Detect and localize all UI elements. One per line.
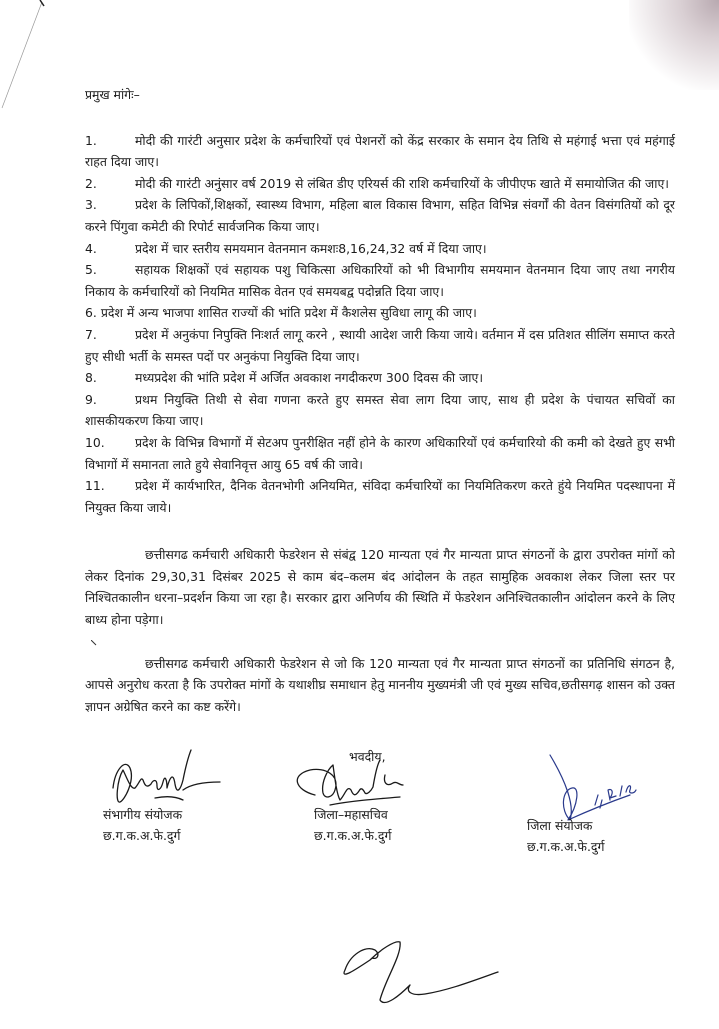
demand-item bbox=[85, 389, 675, 432]
request-paragraph: छत्तीसगढ कर्मचारी अधिकारी फेडरेशन से जो कि 120 मान्यता एवं गैर मान्यता प्राप्त संगठनों का प्रतिनिधि संगठन है, आपसे अनुरोध करता है कि उपरोक्त मांगों के यथाशीघ्र समाधान हेतु माननीय मुख्यमंत्री जी एवं मुख्य सचिव,छतीसगढ़ शासन को उक्त ज्ञापन अग्रेषित करने का कष्ट करेंगे। bbox=[85, 655, 675, 714]
demand-number: 3. bbox=[85, 197, 97, 213]
signatory-designation: संभागीय संयोजक bbox=[103, 807, 183, 822]
demand-text: प्रदेश में अन्य भाजपा शासित राज्यों की भांति प्रदेश में कैशलेस सुविधा लागू की जाए। bbox=[100, 305, 477, 321]
demand-item bbox=[85, 259, 675, 302]
signatory-organization: छ.ग.क.अ.फे.दुर्ग bbox=[527, 839, 605, 854]
demand-text: सहायक शिक्षकों एवं सहायक पशु चिकित्सा अधिकारियों को भी विभागीय समयमान वेतनमान दिया जाए तथा नगरीय निकाय के कर्मचारियों को नियमित मासिक वेतन एवं समयबद्व पदोन्नति दिया जाए। bbox=[85, 262, 675, 299]
demand-number: 8. bbox=[85, 370, 97, 386]
stray-pen-mark bbox=[0, 0, 60, 110]
demand-text: प्रदेश में कार्यभारित, दैनिक वेतनभोगी अनियमित, संविदा कर्मचारियों का नियमितिकरण करते हुंये नियमित पदस्थापना में नियुक्त किया जाये। bbox=[85, 478, 675, 515]
demand-item bbox=[85, 302, 675, 324]
demands-list bbox=[85, 130, 675, 519]
demand-number: 1. bbox=[85, 132, 97, 148]
demands-heading: प्रमुख मांगेः– bbox=[85, 87, 140, 102]
demand-number: 11. bbox=[85, 478, 105, 494]
signatory-designation: जिला–महासचिव bbox=[314, 807, 388, 822]
demand-number: 7. bbox=[85, 326, 97, 342]
demand-text: प्रदेश में चार स्तरीय समयमान वेतनमान कमशः8,16,24,32 वर्ष में दिया जाए। bbox=[135, 240, 487, 256]
demand-number: 6. bbox=[85, 305, 97, 321]
demand-number: 4. bbox=[85, 240, 97, 256]
demand-text: मोदी की गारंटी अनुसार प्रदेश के कर्मचारियों एवं पेशनरों को केंद्र सरकार के समान देय तिथि से महंगाई भत्ता एवं महंगाई राहत दिया जाए। bbox=[85, 132, 675, 170]
demand-item bbox=[85, 367, 675, 389]
signature-district-convener bbox=[540, 750, 650, 825]
page-corner-shadow bbox=[629, 0, 719, 90]
demand-number: 9. bbox=[85, 391, 97, 407]
demand-text: प्रदेश के लिपिकों,शिक्षकों, स्वास्थ्य विभाग, महिला बाल विकास विभाग, सहित विभिन्न संवर्गों की वेतन विसंगतियों को दूर करने पिंगुवा कमेटी की रिपोर्ट सार्वजनिक किया जाए। bbox=[85, 197, 675, 234]
demand-text: मध्यप्रदेश की भांति प्रदेश में अर्जित अवकाश नगदीकरण 300 दिवस की जाए। bbox=[135, 370, 484, 386]
demand-item bbox=[85, 194, 675, 237]
demand-item bbox=[85, 324, 675, 367]
signatory-organization: छ.ग.क.अ.फे.दुर्ग bbox=[103, 828, 181, 843]
demand-text: प्रथम नियुक्ति तिथी से सेवा गणना करते हुए समस्त सेवा लाग दिया जाए, साथ ही प्रदेश के पंचायत सचिवों का शासकीयकरण किया जाए। bbox=[85, 391, 675, 429]
demand-text: प्रदेश में अनुकंपा निपुक्ति निःशर्त लागू करने , स्थायी आदेश जारी किया जाये। वर्तमान में दस प्रतिशत सीलिंग समाप्त करते हुए सीधी भर्ती के समस्त पदों पर अनुकंपा नियुक्ति दिया जाए। bbox=[85, 326, 675, 364]
strike-notice-paragraph: छत्तीसगढ कर्मचारी अधिकारी फेडरेशन से संबंद्व 120 मान्यता एवं गैर मान्यता प्राप्त संगठनों के द्वारा उपरोक्त मांगों को लेकर दिनांक 29,30,31 दिसंबर 2025 से काम बंद–कलम बंद आंदोलन के तहत सामुहिक अवकाश लेकर जिला स्तर पर निश्चितकालीन धरना–प्रदर्शन किया जा रहा है। सरकार द्वारा अनिर्णय की स्थिति में फेडरेशन अनिश्चितकालीन आंदोलन करने के लिए बाध्य होना पड़ेगा। bbox=[85, 547, 675, 628]
demand-number: 10. bbox=[85, 434, 105, 450]
signatory-organization: छ.ग.क.अ.फे.दुर्ग bbox=[314, 828, 392, 843]
demand-item bbox=[85, 238, 675, 260]
closing-salutation: भवदीय, bbox=[349, 749, 386, 764]
signatory-district-convener bbox=[527, 815, 604, 857]
demand-text: प्रदेश के विभिन्न विभागों में सेटअप पुनरीक्षित नहीं होने के कारण अधिकारियों एवं कर्मचारियो की कमी को देखते हुए सभी विभागों में समानता लाते हुये सेवानिवृत्त आयु 65 वर्ष की जावे। bbox=[85, 434, 675, 472]
demand-item bbox=[85, 173, 675, 195]
demand-number: 5. bbox=[85, 262, 97, 278]
demand-number: 2. bbox=[85, 175, 97, 191]
demand-item bbox=[85, 432, 675, 475]
signatory-district-secretary bbox=[314, 804, 391, 846]
signatory-designation: जिला संयोजक bbox=[527, 818, 593, 833]
demand-text: मोदी की गारंटी अनुंसार वर्ष 2019 से लंबित डीए एरियर्स की राशि कर्मचारियों के जीपीएफ खाते में समायोजित की जाए। bbox=[135, 175, 669, 191]
signature-bottom bbox=[340, 930, 500, 1010]
signatory-divisional-convener bbox=[103, 804, 182, 846]
demand-item bbox=[85, 475, 675, 518]
demand-item bbox=[85, 130, 675, 173]
memorandum-document bbox=[85, 84, 675, 717]
